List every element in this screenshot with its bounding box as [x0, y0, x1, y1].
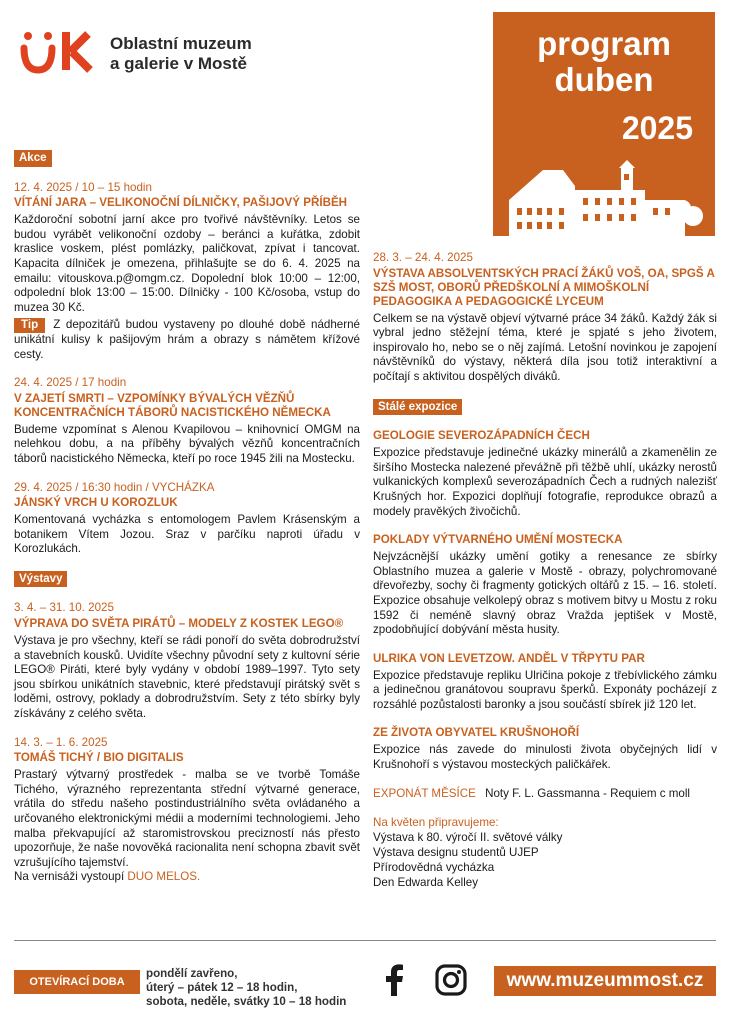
org-name-line2: a galerie v Mostě	[110, 54, 248, 73]
hours-line: úterý – pátek 12 – 18 hodin,	[146, 981, 298, 994]
event-title: VÍTÁNÍ JARA – VELIKONOČNÍ DÍLNIČKY, PAŠIJOVÝ PŘÍBĚH	[14, 196, 348, 210]
event-item	[14, 481, 360, 557]
section-tag-stale-expozice: Stálé expozice	[373, 399, 462, 416]
list-item: Přírodovědná vycházka	[373, 861, 495, 875]
permanent-item	[373, 652, 717, 713]
banner-year: 2025	[621, 110, 693, 146]
facebook-icon[interactable]	[378, 963, 412, 997]
tip-badge: Tip	[14, 318, 45, 333]
exhibition-title: VÝPRAVA DO SVĚTA PIRÁTŮ – MODELY Z KOSTEK LEGO®	[14, 617, 344, 631]
event-body: Komentovaná vycházka s entomologem Pavlem Krásenským a botanikem Vítem Jozou. Sraz v parčíku naproti úřadu v Korozlukách.	[14, 513, 360, 556]
event-date: 24. 4. 2025 / 17 hodin	[14, 376, 127, 390]
permanent-title: POKLADY VÝTVARNÉHO UMĚNÍ MOSTECKA	[373, 533, 623, 547]
vernisaz-line	[14, 870, 360, 885]
website-link[interactable]: www.muzeummost.cz	[494, 966, 716, 996]
exhibition-date: 3. 4. – 31. 10. 2025	[14, 601, 114, 615]
opening-hours	[146, 967, 346, 1009]
list-item: Výstava designu studentů UJEP	[373, 846, 539, 860]
opening-hours-badge: OTEVÍRACÍ DOBA	[14, 970, 140, 994]
kveten-list	[373, 815, 717, 890]
list-item: Výstava k 80. výročí II. světové války	[373, 831, 563, 845]
list-item: Den Edwarda Kelley	[373, 876, 479, 890]
permanent-body: Nejvzácnější ukázky umění gotiky a renesance ze sbírky Oblastního muzea a galerie v Mostě - obrazy, polychromované dřevořezby, sochy či fragmenty gotických oltářů z 15. – 16. století. Expozice obsahuje velkolepý obraz s motivem bitvy u Mostu z roku 1592 či neméně slavný obraz Vražda jeptišek v Mostě, zpodobňující dobývání města husity.	[373, 550, 717, 637]
permanent-title: GEOLOGIE SEVEROZÁPADNÍCH ČECH	[373, 429, 590, 443]
museum-logo	[18, 24, 318, 80]
permanent-body: Expozice představuje repliku Ulričina pokoje z třebívlického zámku a jedinečnou granátovou soupravu šperků. Exponáty pocházejí z rozsáhlé pozůstalosti baronky a jsou součástí sbírek již 120 let.	[373, 668, 717, 711]
exponat-text: Noty F. L. Gassmanna - Requiem c moll	[485, 786, 691, 800]
section-tag-vystavy: Výstavy	[14, 571, 67, 588]
museum-building-illustration	[503, 160, 705, 236]
permanent-title: ZE ŽIVOTA OBYVATEL KRUŠNOHOŘÍ	[373, 726, 580, 740]
exhibition-body: Celkem se na výstavě objeví výtvarné práce 34 žáků. Každý žák si vybral jedno stěžejní téma, které je spjaté s jeho životem, inspirovalo ho, nebo se o něj zajímá. Letošní novinkou je zapojení návštěvníků do výstavy, některá díla jsou totiž interaktivní a počítají s aktivitou dospělých diváků.	[373, 311, 717, 383]
permanent-body: Expozice nás zavede do minulosti života obyčejných lidí v Krušnohoří s výstavou mosteckých paličkářek.	[373, 743, 717, 772]
hours-line: sobota, neděle, svátky 10 – 18 hodin	[146, 995, 347, 1008]
tip-text: Z depozitářů budou vystaveny po dlouhé době nádherné unikátní kulisy k pašijovým hrám a obrazy s námětem křížové cesty.	[14, 318, 360, 361]
uk-logo-icon	[18, 30, 98, 74]
exhibition-item	[373, 251, 717, 385]
event-title: V ZAJETÍ SMRTI – VZPOMÍNKY BÝVALÝCH VĚZŇŮ KONCENTRAČNÍCH TÁBORŮ NACISTICKÉHO NĚMECKA	[14, 391, 331, 419]
event-tip	[14, 318, 360, 362]
exhibition-title: TOMÁŠ TICHÝ / BIO DIGITALIS	[14, 751, 184, 765]
exhibition-body: Prastarý výtvarný prostředek - malba se ve tvorbě Tomáše Tichého, výrazného reprezentanta střední výtvarné generace, vrátila do středu našeho postindustriálního světa ovládaného a určovaného elektronickými médii a moderními technologiemi. Jeho malba překvapující až staromistrovskou precizností nás přesto upozorňuje, že naše novověká racionalita není schopna zbavit svět vzrušujícího tajemství.	[14, 768, 360, 869]
banner-program: program	[537, 25, 671, 62]
exhibition-date: 14. 3. – 1. 6. 2025	[14, 735, 108, 749]
section-tag-akce: Akce	[14, 150, 52, 167]
vernisaz-band: DUO MELOS.	[127, 870, 201, 884]
left-column	[14, 150, 360, 899]
kveten-label: Na květen připravujeme:	[373, 816, 499, 830]
permanent-title: ULRIKA VON LEVETZOW. ANDĚL V TŘPYTU PAR	[373, 651, 645, 665]
hours-line: pondělí zavřeno,	[146, 967, 238, 980]
event-item	[14, 181, 360, 363]
exhibition-date: 28. 3. – 24. 4. 2025	[373, 251, 473, 264]
exhibition-title: VÝSTAVA ABSOLVENTSKÝCH PRACÍ ŽÁKŮ VOŠ, OA, SPGŠ A SZŠ MOST, OBORŮ PŘEDŠKOLNÍ A MIMOŠKOLNÍ PEDAGOGIKA A PEDAGOGICKÉ LYCEUM	[373, 266, 715, 308]
footer-divider	[14, 940, 716, 941]
exponat-mesice	[373, 787, 717, 802]
org-name-line1: Oblastní muzeum	[110, 34, 252, 53]
exhibition-body: Výstava je pro všechny, kteří se rádi ponoří do světa dobrodružství a stavebních kousků. Uvidíte všechny původní sety z kultovní série LEGO® Piráti, které byly vydány v období 1989–1997. Tyto sety jsou sbírkou unikátních stavebnic, které představují pirátský svět s loděmi, ostrovy, poklady a dobrodružstvím. Sety z této sbírky byly získávány z celého světa.	[14, 634, 360, 721]
event-body: Budeme vzpomínat s Alenou Kvapilovou – knihovnicí OMGM na nelehkou dobu, a na příběhy bývalých vězňů koncentračních táborů nacistického Německa, kteří po roce 1945 žili na Mostecku.	[14, 422, 360, 465]
permanent-item	[373, 726, 717, 772]
event-date: 12. 4. 2025 / 10 – 15 hodin	[14, 180, 152, 194]
instagram-icon[interactable]	[434, 963, 468, 997]
exponat-label: EXPONÁT MĚSÍCE	[373, 786, 476, 800]
banner-month: duben	[554, 61, 654, 98]
event-title: JÁNSKÝ VRCH U KOROZLUK	[14, 496, 178, 510]
event-date: 29. 4. 2025 / 16:30 hodin / VYCHÁZKA	[14, 480, 215, 494]
right-column	[373, 251, 717, 890]
exhibition-item	[14, 736, 360, 885]
permanent-item	[373, 429, 717, 519]
exhibition-item	[14, 601, 360, 721]
vernisaz-text: Na vernisáži vystoupí	[14, 870, 125, 884]
permanent-item	[373, 533, 717, 638]
permanent-body: Expozice představuje jedinečné ukázky minerálů a zkamenělin ze širšího Mostecka nalezené převážně při těžbě uhlí, ukázky nerostů vulkanických komplexů severozápadních Čech a rudných nalezišť Krušných hor. Expozici doplňují fotografie, reprodukce obrazů a modely pravěkých živočichů.	[373, 446, 717, 518]
event-item	[14, 376, 360, 466]
event-body: Každoroční sobotní jarní akce pro tvořivé návštěvníky. Letos se budou vyrábět velikonoční ozdoby – beránci a kuřátka, zdobit kraslice voskem, plést pomlázky, paličkovat, zpívat i tancovat. Kapacita dílniček je omezena, přihlašujte se do 6. 4. 2025 na emailu: vitouskova.p@omgm.cz. Dopolední blok 10:00 – 12:00, odpolední blok 13:00 – 15:00. Dílničky - 100 Kč/osoba, vstup do muzea 30 Kč.	[14, 213, 360, 314]
program-banner	[493, 12, 715, 236]
